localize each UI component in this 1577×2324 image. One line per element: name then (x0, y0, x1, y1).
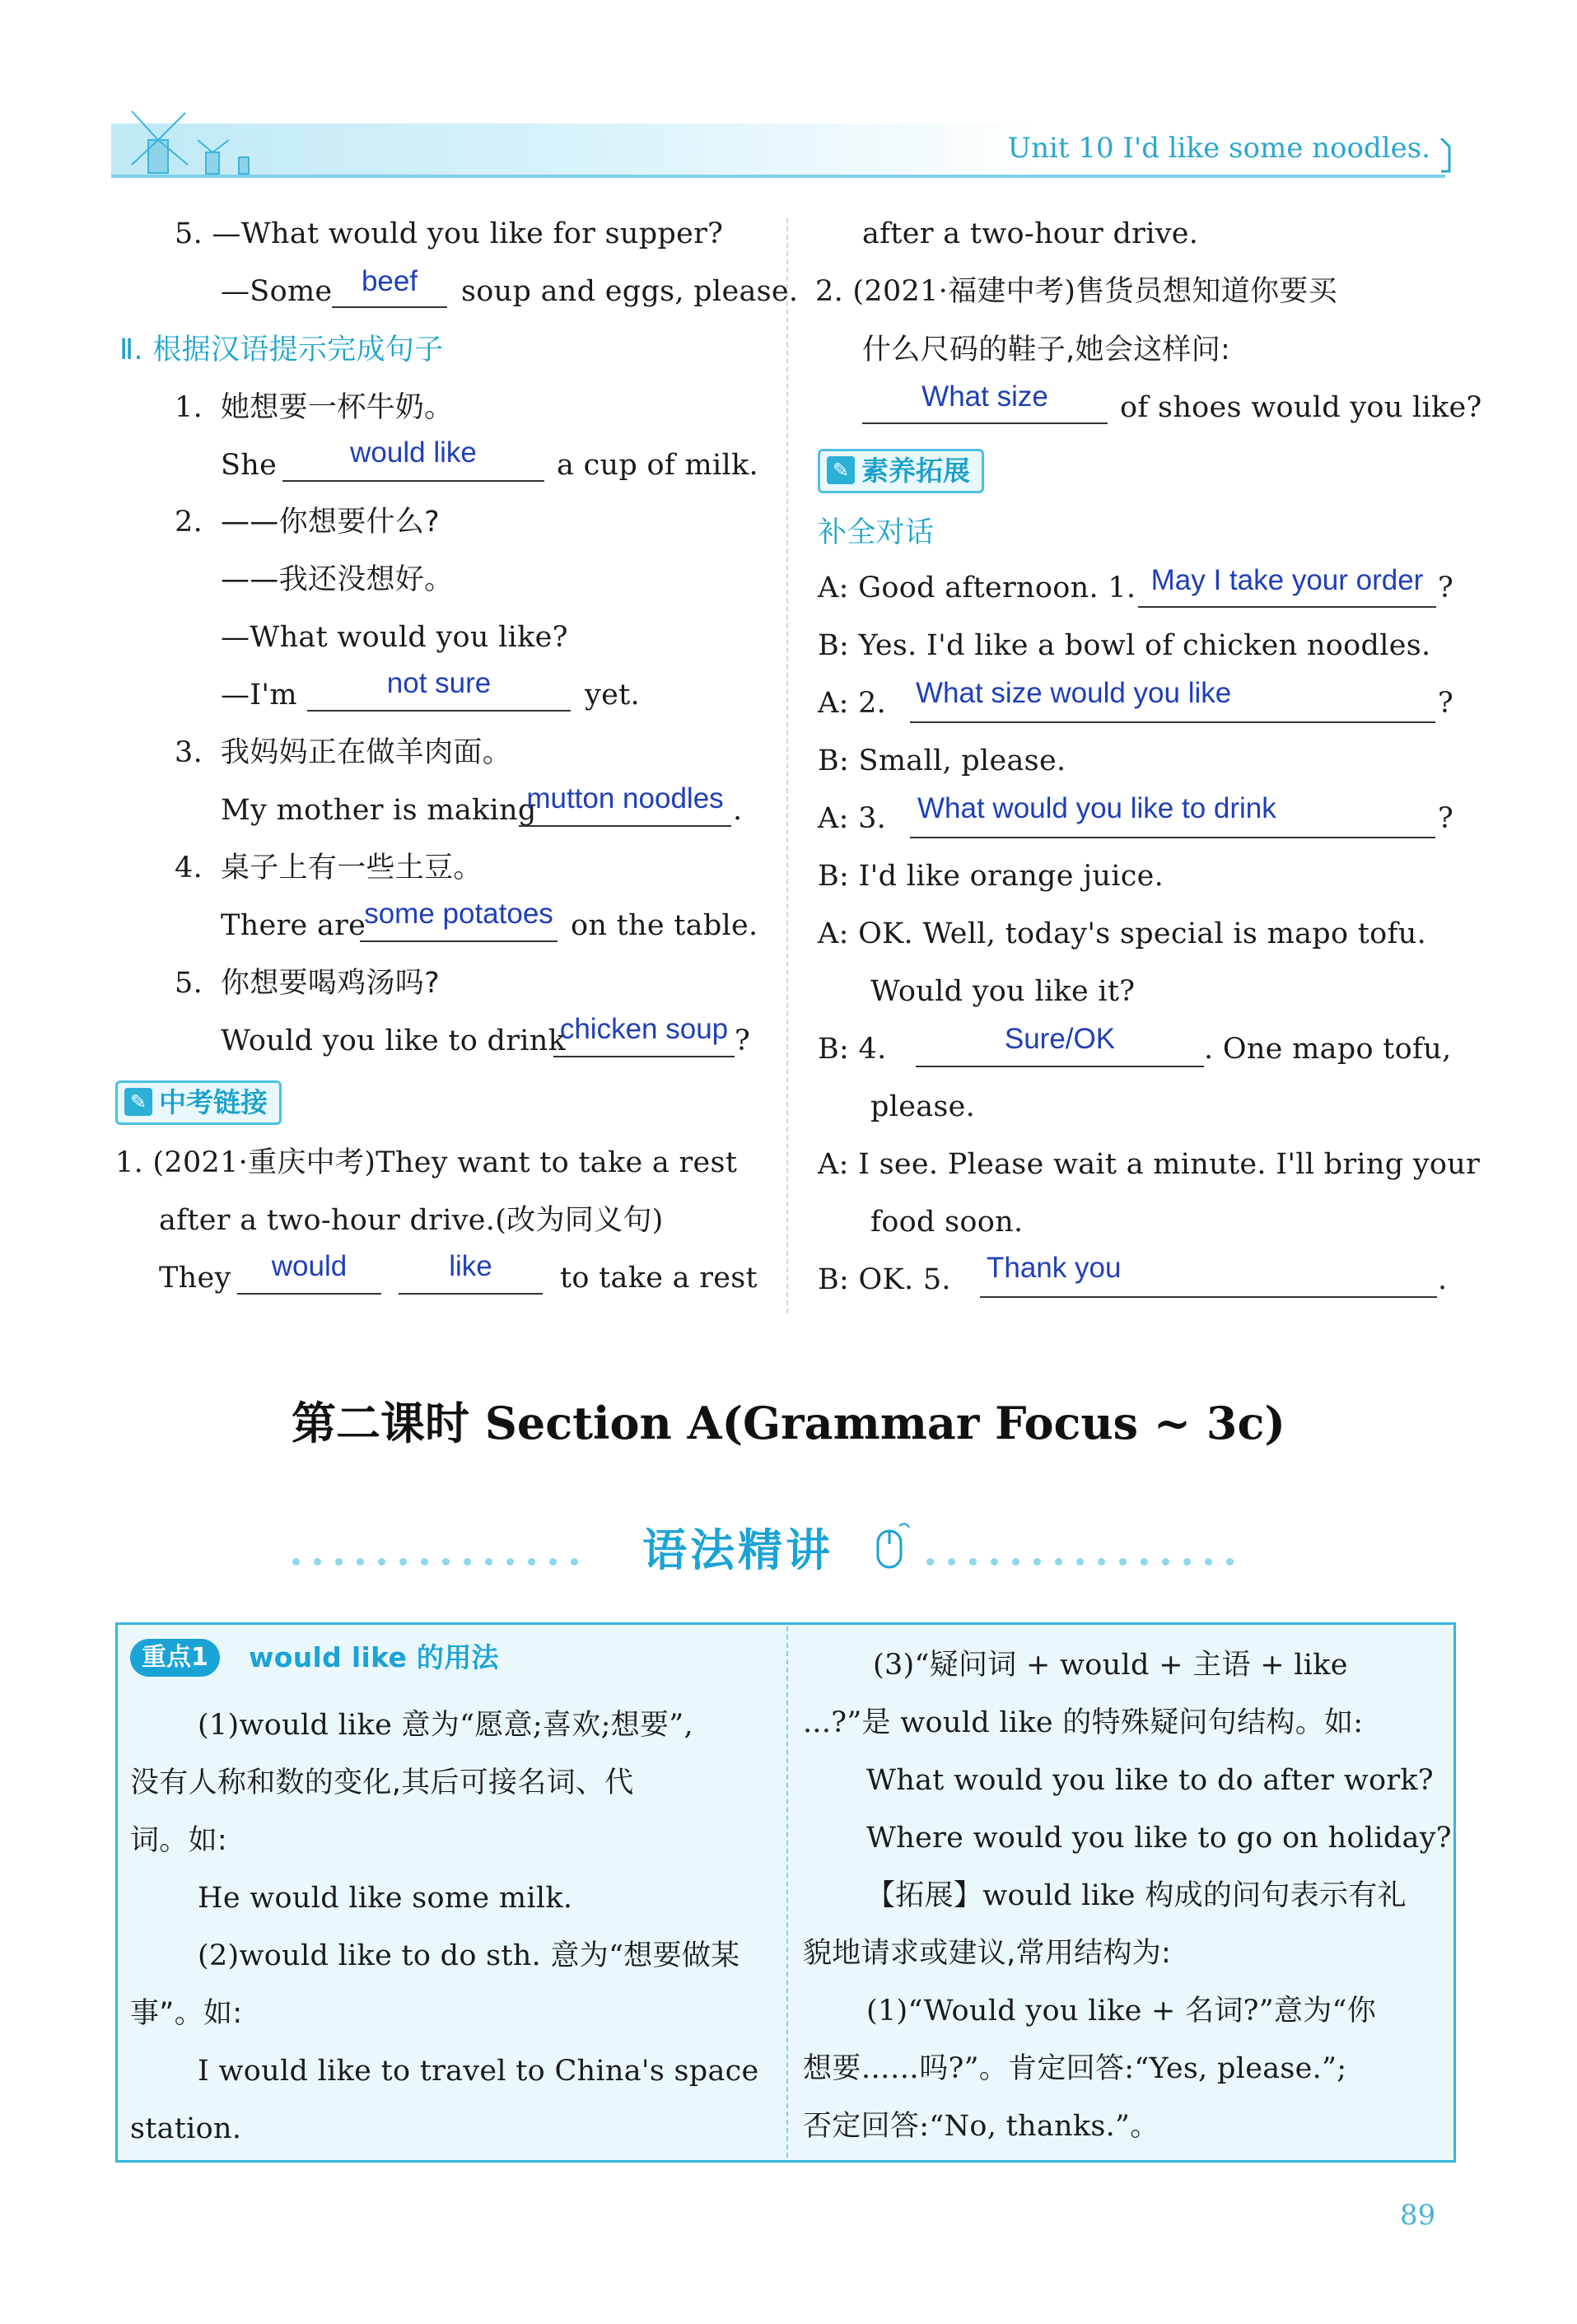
windmill-icon (115, 95, 280, 177)
zk2-line2: 什么尺码的鞋子,她会这样问: (862, 334, 1231, 366)
dialog-13-pre: B: OK. 5. (818, 1263, 951, 1296)
answer-item4: some potatoes (364, 898, 553, 930)
item1-num: 1. (175, 391, 203, 424)
answer-zk1-1: would (271, 1250, 348, 1282)
item4-pre: There are (221, 909, 366, 942)
q5-line2-pre: —Some (221, 275, 333, 308)
item2-num: 2. (175, 506, 203, 539)
answer-zk1-2: like (449, 1250, 492, 1282)
dialog-13-post: . (1438, 1263, 1448, 1296)
dialog-2: B: Yes. I'd like a bowl of chicken noodles. (818, 629, 1431, 662)
item2-post: yet. (585, 679, 640, 712)
dialog-10: please. (870, 1090, 976, 1123)
answer-item3: mutton noodles (526, 782, 724, 814)
box-right-line7: (1)“Would you like + 名词?”意为“你 (866, 1995, 1377, 2028)
key-point-title: would like 的用法 (249, 1641, 499, 1673)
dialog-6: B: I'd like orange juice. (818, 860, 1164, 893)
answer-q5: beef (361, 265, 418, 297)
box-right-line5: 【拓展】would like 构成的问句表示有礼 (866, 1879, 1407, 1912)
pencil-icon: ✎ (124, 1088, 152, 1116)
item4-post: on the table. (571, 909, 758, 942)
dialog-5-pre: A: 3. (818, 802, 887, 835)
zk1-line1: 1. (2021·重庆中考)They want to take a rest (115, 1146, 738, 1179)
box-right-line4: Where would you like to go on holiday? (866, 1822, 1452, 1855)
zk1-post: to take a rest (560, 1262, 758, 1295)
box-left-line8: station. (130, 2112, 242, 2145)
lesson-title: 第二课时 Section A(Grammar Focus ~ 3c) (292, 1397, 1285, 1449)
box-left-line1: (1)would like 意为“愿意;喜欢;想要”, (198, 1709, 693, 1742)
item2-cn1: ——你想要什么? (221, 506, 440, 539)
buquan-title: 补全对话 (818, 516, 935, 549)
dialog-9-pre: B: 4. (818, 1033, 887, 1066)
page-number: 89 (1400, 2199, 1436, 2232)
key-point-badge: 重点1 (130, 1639, 220, 1677)
box-left-line7: I would like to travel to China's space (198, 2055, 759, 2088)
item2-pre: —I'm (221, 679, 297, 712)
mouse-icon (871, 1519, 912, 1577)
box-left-line4: He would like some milk. (198, 1882, 573, 1915)
zk1-line2: after a two-hour drive.(改为同义句) (159, 1204, 664, 1237)
box-left-line6: 事”。如: (130, 1997, 243, 2030)
zk1-pre: They (159, 1262, 231, 1295)
dialog-9-post: . One mapo tofu, (1204, 1033, 1452, 1066)
answer-dialog-13: Thank you (987, 1252, 1122, 1284)
answer-item1: would like (350, 436, 477, 469)
box-left-line2: 没有人称和数的变化,其后可接名词、代 (130, 1766, 634, 1799)
zk1-cont: after a two-hour drive. (862, 217, 1199, 250)
answer-item5: chicken soup (559, 1013, 729, 1045)
item3-cn: 我妈妈正在做羊肉面。 (221, 736, 512, 769)
dotted-rule-right (926, 1553, 1248, 1561)
item5-pre: Would you like to drink (221, 1024, 567, 1057)
zk2-line1: 2. (2021·福建中考)售货员想知道你要买 (815, 275, 1337, 308)
dialog-4: B: Small, please. (818, 744, 1066, 777)
box-left-line3: 词。如: (130, 1824, 227, 1857)
unit-title: Unit 10 I'd like some noodles. (1007, 132, 1430, 165)
item3-num: 3. (175, 736, 203, 769)
box-right-line3: What would you like to do after work? (866, 1764, 1434, 1797)
item1-cn: 她想要一杯牛奶。 (221, 391, 454, 424)
box-right-line2: ...?”是 would like 的特殊疑问句结构。如: (803, 1706, 1364, 1739)
dialog-11: A: I see. Please wait a minute. I'll bring your (818, 1148, 1481, 1181)
item5-num: 5. (175, 967, 203, 1000)
zhongkao-tag: ✎ 中考链接 (115, 1080, 282, 1125)
item3-pre: My mother is making (221, 794, 537, 827)
q5-line2-post: soup and eggs, please. (461, 275, 799, 308)
zk2-post: of shoes would you like? (1120, 391, 1482, 424)
dialog-1-post: ? (1438, 572, 1454, 604)
item4-num: 4. (175, 852, 203, 884)
box-right-line6: 貌地请求或建议,常用结构为: (803, 1937, 1172, 1970)
item5-cn: 你想要喝鸡汤吗? (221, 967, 440, 1000)
box-right-line8: 想要……吗?”。肯定回答:“Yes, please.”; (803, 2052, 1347, 2085)
answer-dialog-5: What would you like to drink (917, 792, 1276, 824)
grammar-heading: 语法精讲 (642, 1524, 833, 1576)
pencil-icon: ✎ (827, 456, 855, 484)
dialog-5-post: ? (1438, 802, 1454, 835)
box-right-line9: 否定回答:“No, thanks.”。 (803, 2110, 1159, 2143)
item4-cn: 桌子上有一些土豆。 (221, 852, 483, 884)
answer-dialog-9: Sure/OK (1004, 1023, 1116, 1055)
item1-pre: She (221, 449, 278, 482)
suyang-tag: ✎ 素养拓展 (818, 449, 984, 493)
dialog-8: Would you like it? (870, 975, 1136, 1008)
box-right-line1: (3)“疑问词 + would + 主语 + like (873, 1649, 1348, 1682)
dialog-1-pre: A: Good afternoon. 1. (818, 572, 1136, 604)
column-divider (786, 218, 788, 1314)
box-left-line5: (2)would like to do sth. 意为“想要做某 (198, 1939, 740, 1972)
dialog-12: food soon. (870, 1206, 1024, 1239)
header-bracket (1439, 138, 1451, 175)
section2-title: Ⅱ. 根据汉语提示完成句子 (119, 334, 444, 366)
answer-dialog-3: What size would you like (916, 677, 1232, 709)
answer-dialog-1: May I take your order (1150, 564, 1424, 596)
answer-item2: not sure (386, 667, 492, 699)
item2-cn2: ——我还没想好。 (221, 563, 454, 596)
item5-post: ? (735, 1024, 751, 1057)
dialog-3-post: ? (1438, 687, 1454, 720)
dialog-3-pre: A: 2. (818, 687, 887, 720)
q5-line1: 5. —What would you like for supper? (175, 217, 724, 250)
item2-en1: —What would you like? (221, 621, 568, 654)
item3-post: . (733, 794, 743, 827)
dotted-rule-left (292, 1553, 592, 1561)
dialog-7: A: OK. Well, today's special is mapo tofu. (818, 917, 1427, 950)
item1-post: a cup of milk. (557, 449, 758, 482)
answer-zk2: What size (921, 380, 1048, 413)
